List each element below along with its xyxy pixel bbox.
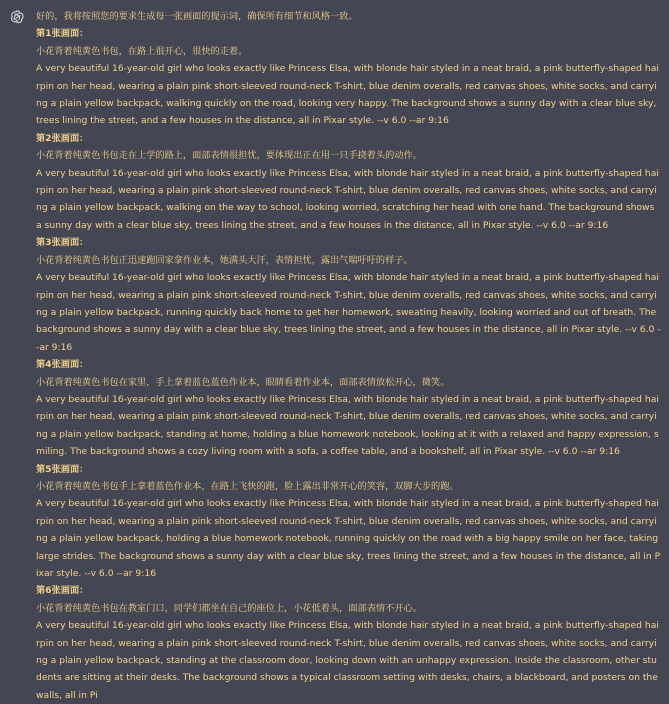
scene-prompt: A very beautiful 16-year-old girl who looks exactly like Princess Elsa, with blonde hair styled in a neat braid, a pink butterfly-shaped hairpin on her head, wearing a plain pink short-sleeved round-neck T-shirt, blue denim overalls, red canvas shoes, white socks, and carrying a plain yellow backpack, standing at home, holding a blue homework notebook, looking at it with a relaxed and happy expression, smiling. The background shows a cozy living room with a sofa, a coffee table, and a bookshelf, all in Pixar style. --v 6.0 --ar 9:16 (36, 393, 659, 458)
scene-summary: 小花背着纯黄色书包正迅速跑回家拿作业本，她满头大汗，表情担忧，露出气喘吁吁的样子。 (36, 254, 413, 266)
scene-prompt: A very beautiful 16-year-old girl who looks exactly like Princess Elsa, with blonde hair styled in a neat braid, a pink butterfly-shaped hairpin on her head, wearing a plain pink short-sleeved round-neck T-shirt, blue denim overalls, red canvas shoes, white socks, and carrying a plain yellow backpack, running quickly back home to get her homework, sweating heavily, looking worried and out of breath. The background shows a sunny day with a clear blue sky, trees lining the street, and a few houses in the distance, all in Pixar style. --v 6.0 --ar 9:16 (36, 272, 661, 353)
scene-heading: 第1张画面： (36, 28, 89, 40)
scene-heading: 第2张画面： (36, 132, 89, 144)
scene-2 (36, 130, 661, 234)
intro-text: 好的，我将按照您的要求生成每一张画面的提示词，确保所有细节和风格一致。 (36, 11, 358, 22)
scene-summary: 小花背着纯黄色书包，在路上很开心，很快的走着。 (36, 45, 248, 57)
scene-prompt: A very beautiful 16-year-old girl who looks exactly like Princess Elsa, with blonde hair styled in a neat braid, a pink butterfly-shaped hairpin on her head, wearing a plain pink short-sleeved round-neck T-shirt, blue denim overalls, red canvas shoes, white socks, and carrying a plain yellow backpack, standing at the classroom door, looking down with an unhappy expression. Inside the classroom, other students are sitting at their desks. The background shows a typical classroom setting with desks, chairs, a blackboard, and posters on the walls, all in Pi (36, 620, 659, 701)
scene-prompt: A very beautiful 16-year-old girl who looks exactly like Princess Elsa, with blonde hair styled in a neat braid, a pink butterfly-shaped hairpin on her head, wearing a plain pink short-sleeved round-neck T-shirt, blue denim overalls, red canvas shoes, white socks, and carrying a plain yellow backpack, walking on the way to school, looking worried, scratching her head with one hand. The background shows a sunny day with a clear blue sky, trees lining the street, and a few houses in the distance, all in Pixar style. --v 6.0 --ar 9:16 (36, 167, 659, 231)
scene-3 (36, 234, 661, 356)
scene-heading: 第6张画面： (36, 585, 89, 597)
scene-summary: 小花背着纯黄色书包走在上学的路上，面部表情很担忧，要体现出正在用一只手挠着头的动作。 (36, 150, 422, 162)
scene-summary: 小花背着纯黄色书包手上拿着蓝色作业本，在路上飞快的跑，脸上露出非常开心的笑容，双脚大步的跑。 (36, 480, 459, 492)
scene-6 (36, 582, 661, 704)
scene-4 (36, 356, 661, 460)
scene-heading: 第5张画面： (36, 463, 89, 475)
scene-1 (36, 25, 661, 129)
scene-prompt: A very beautiful 16-year-old girl who looks exactly like Princess Elsa, with blonde hair styled in a neat braid, a pink butterfly-shaped hairpin on her head, wearing a plain pink short-sleeved round-neck T-shirt, blue denim overalls, red canvas shoes, white socks, and carrying a plain yellow backpack, holding a blue homework notebook, running quickly on the road with a big happy smile on her face, taking large strides. The background shows a sunny day with a clear blue sky, trees lining the street, and a few houses in the distance, all in Pixar style. --v 6.0 --ar 9:16 (36, 498, 661, 579)
scene-heading: 第3张画面： (36, 237, 89, 249)
scene-summary: 小花背着纯黄色书包在教室门口，同学们都坐在自己的座位上，小花低着头，面部表情不开心。 (36, 602, 422, 614)
scene-5 (36, 461, 661, 583)
scene-heading: 第4张画面： (36, 359, 89, 371)
scene-prompt: A very beautiful 16-year-old girl who looks exactly like Princess Elsa, with blonde hair styled in a neat braid, a pink butterfly-shaped hairpin on her head, wearing a plain pink short-sleeved round-neck T-shirt, blue denim overalls, red canvas shoes, white socks, and carrying a plain yellow backpack, walking quickly on the road, looking very happy. The background shows a sunny day with a clear blue sky, trees lining the street, and a few houses in the distance, all in Pixar style. --v 6.0 --ar 9:16 (36, 63, 659, 127)
scene-summary: 小花背着纯黄色书包在家里，手上拿着蓝色蓝色作业本，眼睛看着作业本，面部表情放松开心，微笑。 (36, 376, 450, 388)
openai-logo-icon (8, 8, 26, 26)
assistant-message (36, 8, 661, 704)
